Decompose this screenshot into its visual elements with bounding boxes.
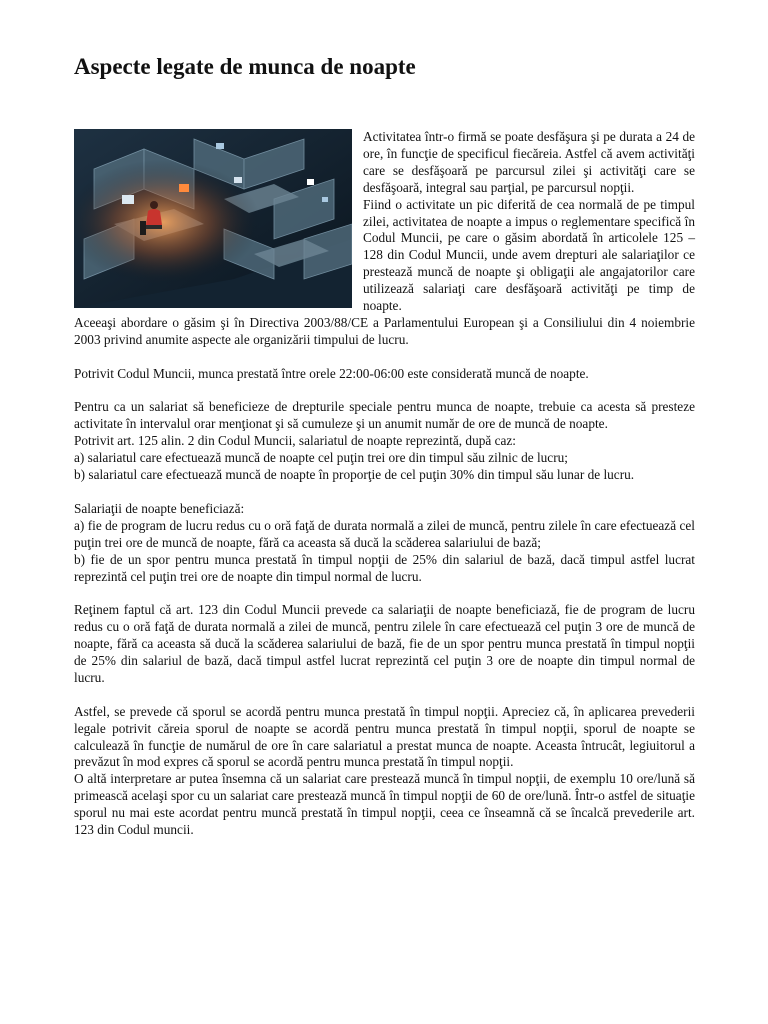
document-body: [74, 129, 695, 839]
paragraph: Activitatea într-o firmă se poate desfăşura şi pe durata a 24 de ore, în funcţie de specificul fiecăreia. Astfel că avem activităţi care se desfăşoară pe parcursul zilei şi activităţi care se desfăşoară, integral sau parţial, pe parcursul nopţii.: [363, 129, 695, 195]
image-wrap-spacer: [74, 129, 352, 307]
paragraph: Fiind o activitate un pic diferită de cea normală de pe timpul zilei, activitatea de noapte a impus o reglementare specifică în Codul Muncii, pe care o găsim abordată în articolele 125 – 128 din Codul Muncii, unde avem drepturi ale salariaţilor ce prestează muncă de noapte şi obligaţii ale angajatorilor care utilizează salariaţi care desfăşoară activităţi pe timp de noapte.: [363, 196, 695, 314]
paragraph: Aceeaşi abordare o găsim şi în Directiva 2003/88/CE a Parlamentului European şi a Consiliului din 4 noiembrie 2003 privind anumite aspecte ale organizării timpului de lucru.: [74, 314, 695, 347]
paragraph: O altă interpretare ar putea însemna că un salariat care prestează muncă în timpul nopţii, de exemplu 10 ore/lună să primească acelaşi spor cu un salariat care prestează muncă în timpul nopţii de 60 de ore/lună. Într-o astfel de situaţie sporul nu mai este acordat pentru muncă prestată în timpul nopţii, ceea ce înseamnă că se încalcă prevederile art. 123 din Codul muncii.: [74, 771, 695, 838]
list-item: b) salariatul care efectuează muncă de noapte în proporţie de cel puţin 30% din timpul său lunar de lucru.: [74, 467, 635, 483]
list-item: a) salariatul care efectuează muncă de noapte cel puţin trei ore din timpul său zilnic de lucru;: [74, 450, 568, 466]
paragraph: Potrivit art. 125 alin. 2 din Codul Muncii, salariatul de noapte reprezintă, după caz:: [74, 433, 516, 449]
paragraph: Reţinem faptul că art. 123 din Codul Muncii prevede ca salariaţii de noapte beneficiază, fie de program de lucru redus cu o oră faţă de durata normală a zilei de muncă, pentru zilele în care efectuează cel puţin 3 ore de muncă de noapte, fără ca aceasta să ducă la scăderea salariului de bază, fie de un spor pentru munca prestată în timpul nopţii de 25% din salariul de bază, dacă timpul astfel lucrat reprezintă cel puţin 3 ore de noapte din timpul normal de lucru.: [74, 602, 695, 685]
document-title: Aspecte legate de munca de noapte: [74, 54, 416, 79]
paragraph: Pentru ca un salariat să beneficieze de drepturile speciale pentru munca de noapte, trebuie ca acesta să presteze activitate în intervalul orar menţionat şi să cumuleze şi un anumit număr de ore de muncă de noapte.: [74, 399, 695, 432]
list-item: a) fie de program de lucru redus cu o oră faţă de durata normală a zilei de muncă, pentru zilele în care efectuează cel puţin trei ore de muncă de noapte, fără ca aceasta să ducă la scăderea salariului de bază;: [74, 517, 695, 550]
paragraph: Potrivit Codul Muncii, munca prestată între orele 22:00-06:00 este considerată muncă de noapte.: [74, 365, 589, 381]
paragraph: Salariaţii de noapte beneficiază:: [74, 500, 245, 516]
list-item: b) fie de un spor pentru munca prestată în timpul nopţii de 25% din salariul de bază, dacă timpul astfel lucrat reprezintă cel puţin trei ore de noapte din timpul normal de lucru.: [74, 551, 695, 584]
paragraph: Astfel, se prevede că sporul se acordă pentru munca prestată în timpul nopţii. Apreciez că, în aplicarea prevederii legale potrivit căreia sporul de noapte se acordă pentru munca prestată în timpul nopţii, sporul de noapte se calculează în funcţie de numărul de ore în care salariatul a prestat munca de noapte. Aceasta întrucât, legiuitorul a prevăzut în mod expres că sporul se acordă pentru munca prestată în timpul nopţii.: [74, 703, 695, 770]
